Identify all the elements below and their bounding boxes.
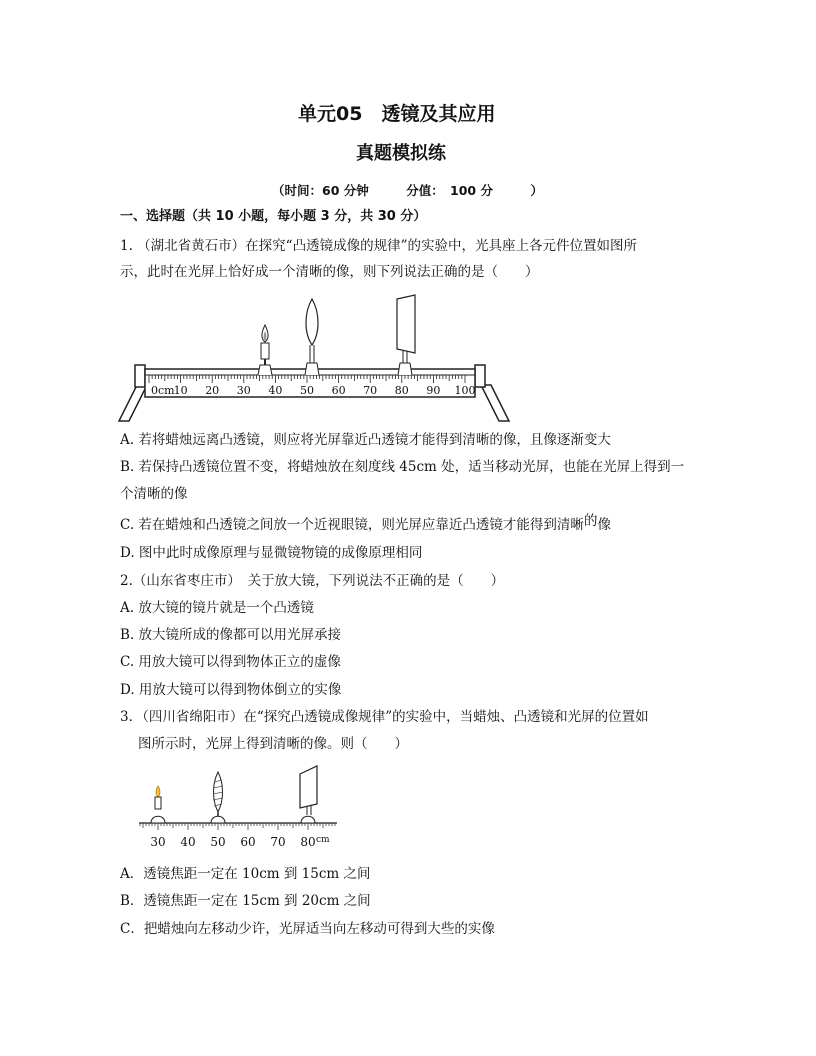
q2-option-a: A. 放大镜的镜片就是一个凸透镜 — [120, 600, 314, 616]
q3-candle — [151, 786, 165, 823]
doc-meta: （时间：60 分钟 分值： 100 分 ） — [272, 183, 543, 198]
q1-option-c-de: 的 — [583, 513, 598, 529]
q1-option-c-main: C. 若在蜡烛和凸透镜之间放一个近视眼镜，则光屏应靠近凸透镜才能得到清晰 — [120, 517, 584, 533]
q1-scale-label: 80 — [394, 384, 409, 397]
q1-stem-line1: 1. （湖北省黄石市）在探究“凸透镜成像的规律”的实验中，光具座上各元件位置如图所 — [120, 238, 637, 254]
q1-convex-lens — [305, 299, 319, 375]
q3-scale-label: 60 — [240, 835, 256, 849]
q1-scale-label: 0cm — [151, 384, 175, 397]
q1-stem-line2: 示，此时在光屏上恰好成一个清晰的像，则下列说法正确的是（ ） — [120, 264, 539, 280]
q3-scale-label: 30 — [150, 835, 166, 849]
q3-scale-label: 70 — [270, 835, 286, 849]
doc-subtitle: 真题模拟练 — [356, 143, 446, 164]
q1-light-screen — [397, 295, 415, 375]
q3-option-c: C．把蜡烛向左移动少许，光屏适当向左移动可得到大些的实像 — [120, 921, 495, 937]
q3-option-b: B．透镜焦距一定在 15cm 到 20cm 之间 — [120, 893, 371, 909]
q1-option-b-line2: 个清晰的像 — [120, 486, 188, 502]
q1-scale-label: 10 — [173, 384, 188, 397]
q3-light-screen — [300, 766, 317, 823]
q3-stem-line2: 图所示时，光屏上得到清晰的像。则（ ） — [138, 736, 408, 752]
q3-scale-label: 50 — [210, 835, 226, 849]
q2-option-d: D. 用放大镜可以得到物体倒立的实像 — [120, 682, 342, 698]
q1-option-a: A. 若将蜡烛远离凸透镜，则应将光屏靠近凸透镜才能得到清晰的像，且像逐渐变大 — [120, 432, 611, 448]
q3-stem-line1: 3．（四川省绵阳市）在“探究凸透镜成像规律”的实验中，当蜡烛、凸透镜和光屏的位置如 — [120, 709, 649, 725]
q1-scale-label: 20 — [205, 384, 220, 397]
q1-option-c-end: 像 — [597, 517, 611, 533]
q1-scale-label: 70 — [363, 384, 378, 397]
q3-scale-labels — [150, 835, 330, 849]
q1-scale-label: 100 — [454, 384, 476, 397]
q1-option-c — [120, 515, 611, 535]
q2-option-c: C. 用放大镜可以得到物体正立的虚像 — [120, 654, 341, 670]
q1-candle — [258, 325, 272, 375]
doc-title: 单元05 透镜及其应用 — [298, 103, 496, 125]
q2-option-b: B. 放大镜所成的像都可以用光屏承接 — [120, 627, 342, 643]
q3-scale-ticks — [140, 823, 335, 830]
q3-scale-label: 40 — [180, 835, 196, 849]
q3-convex-lens — [211, 772, 225, 823]
q2-stem: 2.（山东省枣庄市） 关于放大镜，下列说法不正确的是（ ） — [120, 573, 505, 589]
q1-option-d: D. 图中此时成像原理与显微镜物镜的成像原理相同 — [120, 545, 423, 561]
q1-option-b-line1: B. 若保持凸透镜位置不变，将蜡烛放在刻度线 45cm 处，适当移动光屏，也能在光屏上得到一 — [120, 459, 685, 475]
q1-scale-label: 30 — [236, 384, 251, 397]
q3-option-a: A．透镜焦距一定在 10cm 到 15cm 之间 — [120, 866, 371, 882]
section-heading: 一、选择题（共 10 小题，每小题 3 分，共 30 分） — [120, 209, 427, 224]
q1-optical-bench-figure — [115, 295, 515, 425]
q3-scale-label: 80 — [300, 835, 316, 849]
q1-scale-label: 50 — [300, 384, 314, 397]
q3-optical-bench-figure — [135, 764, 345, 854]
q1-scale-label: 40 — [268, 384, 283, 397]
q3-scale-unit: cm — [316, 835, 330, 845]
q1-scale-label: 90 — [426, 384, 441, 397]
q1-scale-label: 60 — [331, 384, 346, 397]
